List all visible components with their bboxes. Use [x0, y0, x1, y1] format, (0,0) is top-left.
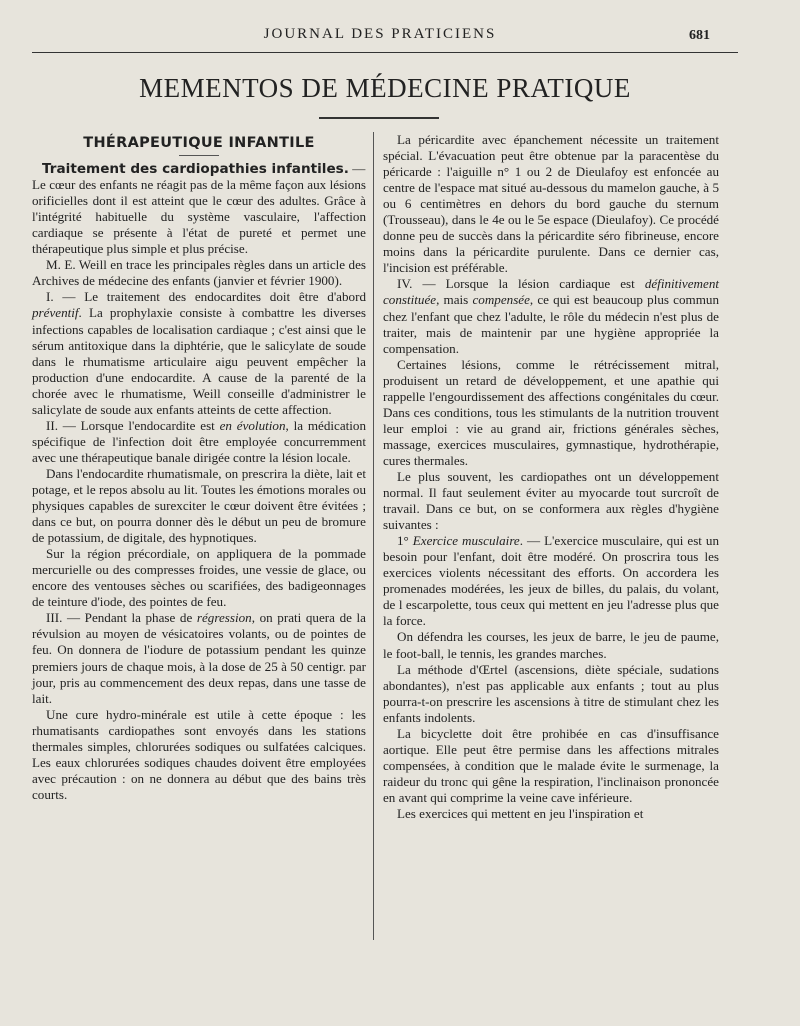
text-run: . La prophylaxie consiste à combattre les diverses infections capables de localisation cardiaque ; c'est ainsi que le sérum antitoxique dans la diphtérie, que le salicylate de soude dans le rhumatisme articulaire aigu peuvent empêcher la production d'une endocardite. A cause de la parenté de la chorée avec le rhumatisme, Weill conseille d'administrer le salicylate de soude aux enfants atteints de cette affection. [32, 305, 366, 417]
paragraph: Certaines lésions, comme le rétrécissement mitral, produisent un retard de développement, et une apathie qui rappelle l'engourdissement des affections congénitales du cœur. Dans ces conditions, tous les stimulants de la nutrition trouvent leur emploi : vie au grand air, frictions générales sèches, massage, exercices musculaires, gymnastique, hydrothérapie, cures thermales. [383, 356, 719, 468]
paragraph: Les exercices qui mettent en jeu l'inspiration et [397, 805, 644, 821]
header-rule [32, 52, 738, 53]
left-column [32, 128, 366, 803]
paragraph [32, 418, 366, 466]
section-heading: THÉRAPEUTIQUE INFANTILE [83, 135, 315, 151]
column-divider [373, 132, 374, 940]
paragraph: La péricardite avec épanchement nécessite un traitement spécial. L'évacuation peut être obtenue par la paracentèse du péricarde : l'aiguille n° 1 ou 2 de Dieulafoy est enfoncée au centre de l'espace mat situé au-dessous du mamelon gauche, à 5 ou 6 centimètres en dehors du bord gauche du sternum (Trousseau), dans le 4e ou le 5e espace (Dieulafoy). Ce procédé donne peu de succès dans la péricardite séro fibrineuse, encore moins dans la péricardite purulente. Dans ce dernier cas, l'incision est préférable. [383, 132, 719, 276]
emphasis: définitivement constituée [383, 276, 719, 308]
title-underline [319, 117, 439, 119]
text-run: I. — Le traitement des endocardites doit être d'abord [46, 289, 366, 305]
sub-heading-dash: — [348, 161, 366, 177]
journal-title: JOURNAL DES PRATICIENS [263, 26, 497, 42]
text-run: III. — Pendant la phase de [46, 610, 197, 626]
paragraph [32, 289, 366, 417]
sub-heading: Traitement des cardiopathies infantiles. [42, 161, 349, 178]
sub-heading-line [32, 161, 366, 177]
text-run: 1° [397, 533, 413, 549]
paragraph [383, 533, 719, 629]
paragraph: M. E. Weill en trace les principales règles dans un article des Archives de médecine des enfants (janvier et février 1900). [32, 257, 366, 289]
paragraph: Sur la région précordiale, on appliquera de la pommade mercurielle ou des compresses froides, une vessie de glace, ou encore des ventouses sèches ou scarifiées, des badigeonnages de teinture d'iode, des pointes de feu. [32, 546, 366, 610]
paragraph: Le cœur des enfants ne réagit pas de la même façon aux lésions orificielles dont il est atteint que le cœur des adultes. Grâce à l'intégrité habituelle du système vasculaire, l'affection cardiaque se présente à l'état de pureté et permet une thérapeutique plus simple et plus précise. [32, 177, 366, 257]
paragraph [32, 610, 366, 706]
emphasis: compensée [472, 292, 530, 308]
emphasis: préventif [32, 305, 79, 321]
paragraph: Dans l'endocardite rhumatismale, on prescrira la diète, lait et potage, et le repos absolu au lit. Toutes les émotions morales ou physiques capables de surexciter le cœur doivent être évitées ; dans ce but, on pourra donner dès le début un peu de bromure de potassium, de digitale, des hypnotiques. [32, 465, 366, 546]
paragraph [383, 276, 719, 356]
emphasis: Exercice musculaire [412, 533, 520, 549]
text-run: IV. — Lorsque la lésion cardiaque est [397, 276, 645, 292]
text-run: , mais [436, 292, 473, 308]
running-header [0, 26, 800, 48]
page-number: 681 [689, 28, 710, 43]
text-run: , on prati quera de la révulsion au moyen de vésicatoires volants, ou de pointes de feu. On donnera de l'iodure de potassium pendant les quinze premiers jours de chaque mois, à la dose de 25 à 50 centigr. par jour, pris au commencement des deux repas, dans une tasse de lait. [32, 610, 366, 706]
page-title: MEMENTOS DE MÉDECINE PRATIQUE [139, 73, 631, 103]
paragraph: Le plus souvent, les cardiopathes ont un développement normal. Il faut seulement éviter au myocarde tout surcroît de travail. Dans ce but, on se conformera aux règles d'hygiène suivantes : [383, 468, 719, 533]
emphasis: en évolution [219, 417, 286, 433]
emphasis: régression [196, 610, 252, 626]
paragraph: Une cure hydro-minérale est utile à cette époque : les rhumatisants cardiopathes sont envoyés dans les stations thermales simples, chlorurées sodiques ou sulfatées calciques. Les eaux chlorurées sodiques chaudes doivent être employées avec précaution : on ne donnera au début que des bains très courts. [32, 706, 366, 802]
paragraph: On défendra les courses, les jeux de barre, le jeu de paume, le foot-ball, le tennis, les grandes marches. [383, 629, 719, 661]
text-run: II. — Lorsque l'endocardite est [46, 417, 220, 433]
text-run: , la médication spécifique de l'infection doit être employée concurremment avec une thérapeutique banale dirigée contre la lésion locale. [32, 417, 366, 465]
paragraph: La bicyclette doit être prohibée en cas d'insuffisance aortique. Elle peut être permise dans les affections mitrales compensées, à condition que le malade évite le surmenage, la raideur du tronc qui gêne la respiration, l'inclinaison prononcée en avant qui comprime la veine cave inférieure. [383, 725, 719, 805]
right-column [383, 132, 719, 822]
paragraph: La méthode d'Œrtel (ascensions, diète spéciale, sudations abondantes), n'est pas applicable aux enfants ; tout au plus pourra-t-on prescrire les ascensions à titre de stimulant chez les enfants indolents. [383, 661, 719, 725]
section-divider [179, 155, 219, 156]
text-run: . — L'exercice musculaire, qui est un besoin pour l'enfant, doit être modéré. On proscrira tous les exercices violents nécessitant des efforts. On accordera les promenades modérées, les jeux de billes, du palais, du volant, de l escarpolette, tous ceux qui mettent en jeu l'adresse plus que la force. [383, 533, 720, 629]
text-run: , ce qui est beaucoup plus commun chez l'enfant que chez l'adulte, le rôle du médecin n'est plus de traiter, mais de maintenir par une hygiène appropriée la compensation. [383, 292, 719, 356]
